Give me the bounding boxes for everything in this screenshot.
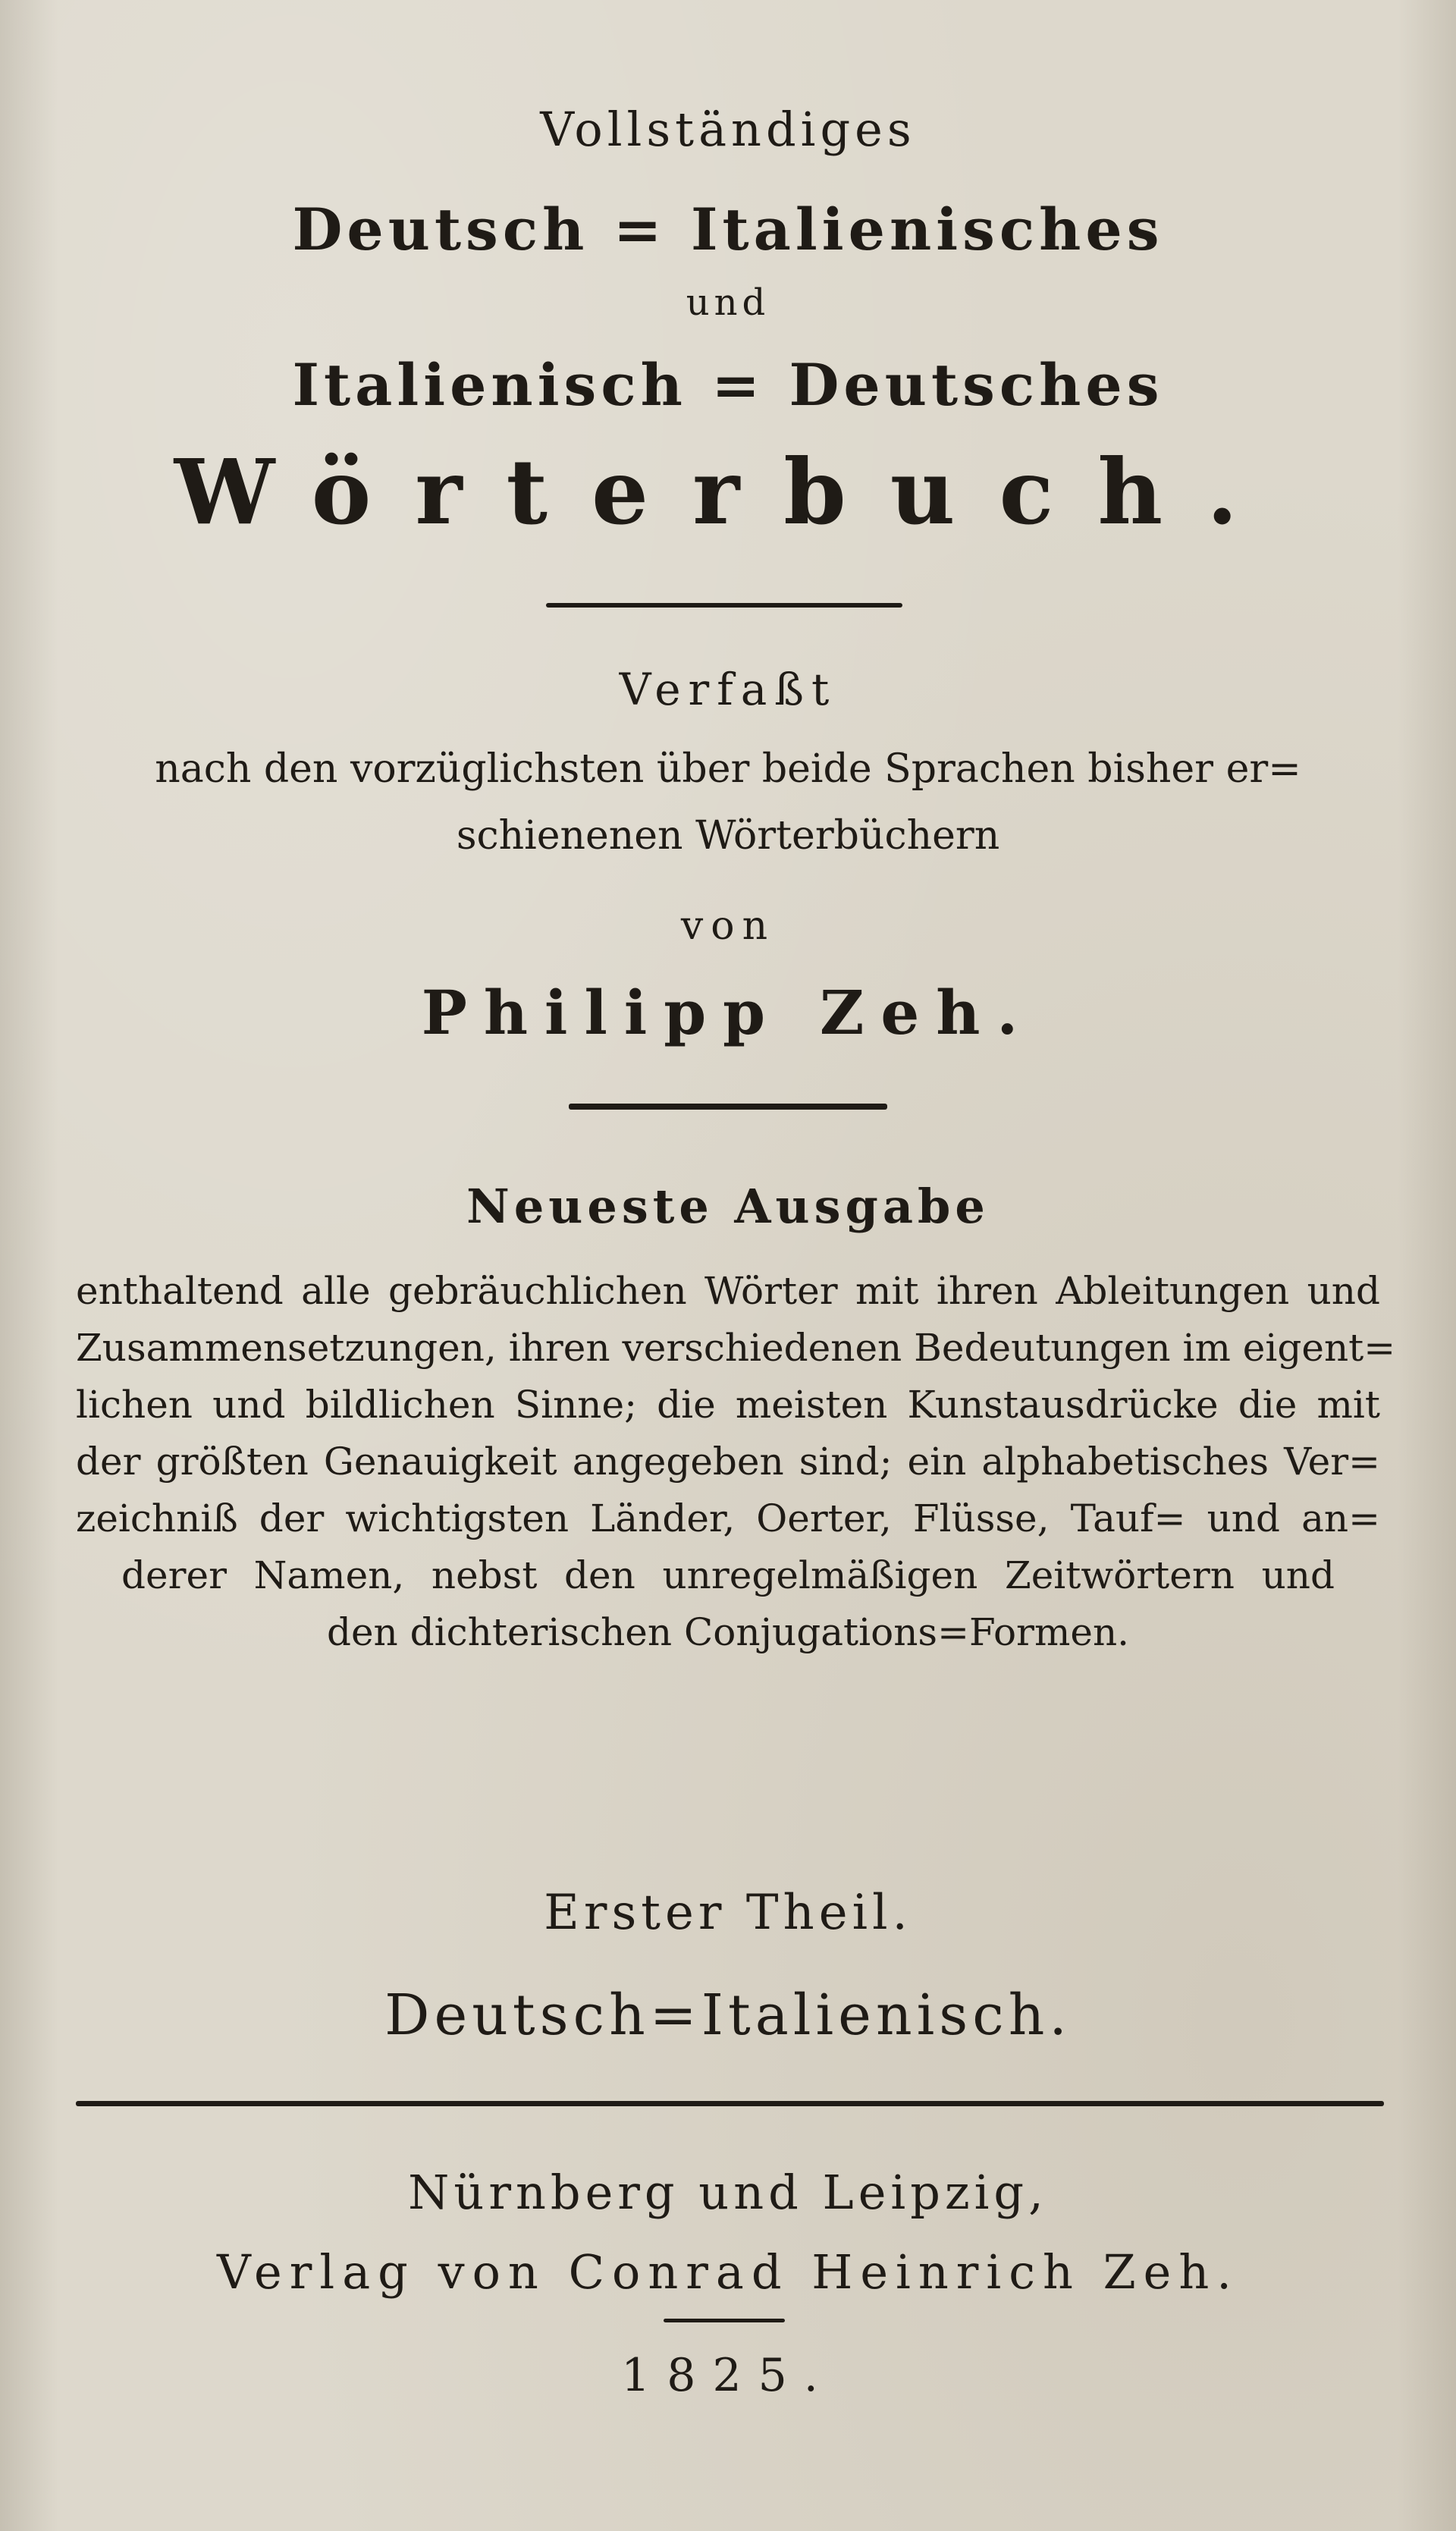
by-label bbox=[0, 903, 1456, 949]
authored-label bbox=[0, 664, 1456, 715]
part-subtitle bbox=[0, 1983, 1456, 2048]
title-word: Vollständiges bbox=[540, 102, 916, 157]
authored-label-text: Verfaßt bbox=[619, 664, 837, 715]
publication-place bbox=[0, 2165, 1456, 2220]
title-line-deutsch-italienisches bbox=[0, 196, 1456, 263]
publisher bbox=[0, 2244, 1456, 2300]
edition-desc-line: Zusammensetzungen, ihren verschiedenen Bedeutungen im eigent= bbox=[76, 1326, 1396, 1370]
title-word: Deutsch = Italienisches bbox=[292, 196, 1164, 263]
edition-description bbox=[76, 1263, 1396, 1661]
edition-title-text: Neueste Ausgabe bbox=[466, 1179, 990, 1234]
publication-year-text: 1825. bbox=[621, 2349, 835, 2402]
author-name bbox=[0, 977, 1456, 1048]
title-line-und bbox=[0, 281, 1456, 324]
edition-title bbox=[0, 1179, 1456, 1234]
edition-desc-line: der größten Genauigkeit angegeben sind; ein alphabetisches Ver= bbox=[76, 1440, 1380, 1484]
authored-desc-line-2 bbox=[0, 813, 1456, 859]
publication-year bbox=[0, 2349, 1456, 2402]
edition-desc-line: enthaltend alle gebräuchlichen Wörter mit ihren Ableitungen und bbox=[76, 1269, 1380, 1313]
publisher-text: Verlag von Conrad Heinrich Zeh. bbox=[216, 2244, 1240, 2300]
divider-rule-short bbox=[664, 2319, 785, 2322]
authored-desc-text: schienenen Wörterbüchern bbox=[456, 813, 1000, 859]
title-line-woerterbuch bbox=[0, 439, 1456, 545]
title-word: Italienisch = Deutsches bbox=[292, 351, 1164, 419]
divider-rule-wide bbox=[76, 2101, 1384, 2106]
divider-rule bbox=[569, 1104, 887, 1110]
edition-desc-line: lichen und bildlichen Sinne; die meisten Kunstausdrücke die mit bbox=[76, 1383, 1380, 1427]
title-main-word: Wörterbuch. bbox=[174, 439, 1282, 545]
edition-desc-line: derer Namen, nebst den unregelmäßigen Zeitwörtern und bbox=[121, 1553, 1335, 1597]
edition-desc-line: den dichterischen Conjugations=Formen. bbox=[326, 1610, 1130, 1654]
author-name-text: Philipp Zeh. bbox=[421, 977, 1035, 1048]
part-label-text: Erster Theil. bbox=[544, 1885, 912, 1941]
part-label bbox=[0, 1885, 1456, 1941]
divider-rule bbox=[546, 603, 902, 608]
title-word: und bbox=[686, 281, 770, 324]
publication-place-text: Nürnberg und Leipzig, bbox=[408, 2165, 1048, 2220]
part-subtitle-text: Deutsch=Italienisch. bbox=[384, 1983, 1072, 2048]
authored-desc-line-1 bbox=[0, 746, 1456, 792]
by-label-text: von bbox=[680, 903, 776, 949]
edition-desc-line: zeichniß der wichtigsten Länder, Oerter, Flüsse, Tauf= und an= bbox=[76, 1496, 1380, 1540]
title-line-vollstaendiges bbox=[0, 102, 1456, 157]
title-line-italienisch-deutsches bbox=[0, 351, 1456, 419]
authored-desc-text: nach den vorzüglichsten über beide Sprachen bisher er= bbox=[155, 746, 1301, 792]
